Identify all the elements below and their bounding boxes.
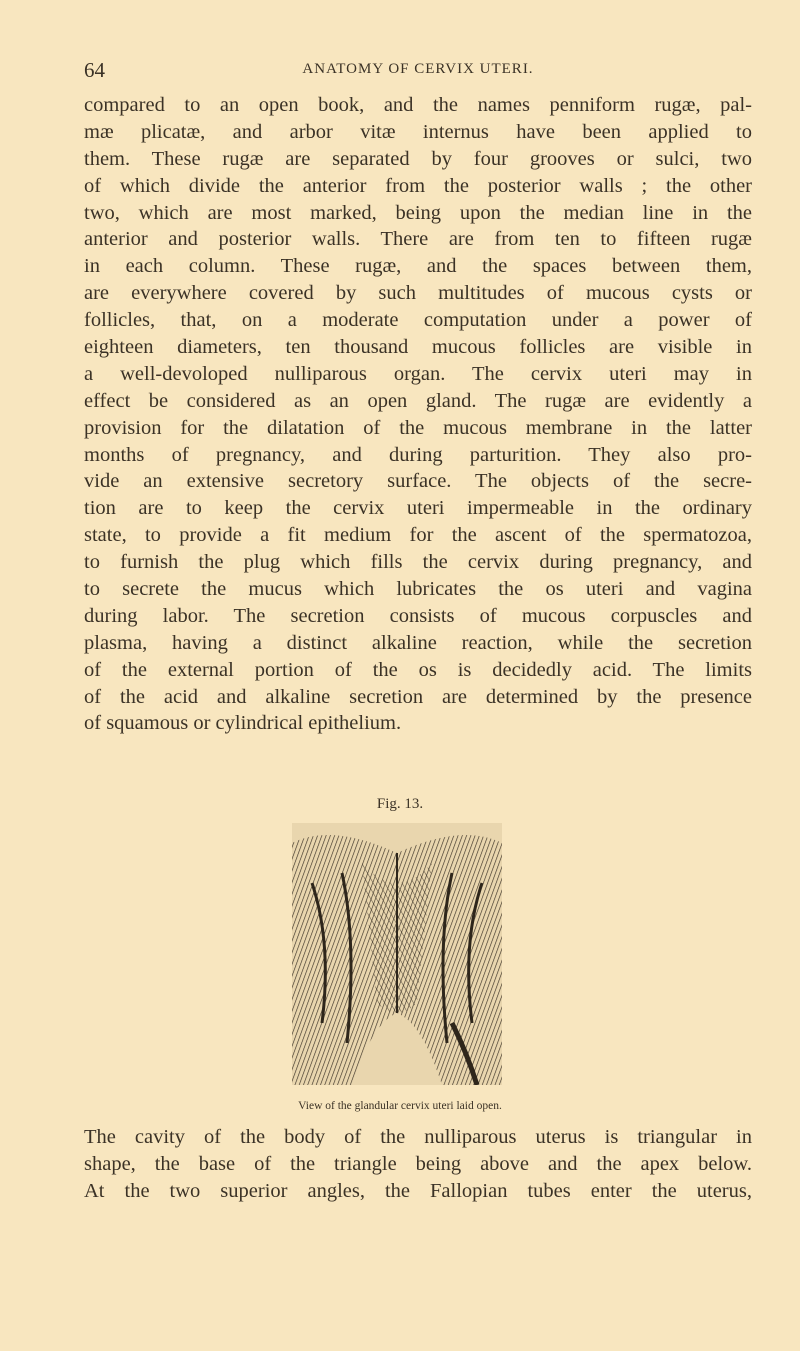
text-line: shape, the base of the triangle being above and the apex below.: [84, 1152, 752, 1175]
text-line: of squamous or cylindrical epithelium.: [84, 712, 402, 735]
paragraph-1: [84, 92, 752, 737]
text-line: plasma, having a distinct alkaline reaction, while the secretion: [84, 631, 752, 654]
text-line: to secrete the mucus which lubricates the os uteri and vagina: [84, 578, 752, 601]
figure-caption: View of the glandular cervix uteri laid open.: [298, 1100, 502, 1112]
text-line: during labor. The secretion consists of mucous corpuscles and: [84, 604, 752, 627]
text-line: to furnish the plug which fills the cervix during pregnancy, and: [84, 551, 752, 574]
text-line: two, which are most marked, being upon the median line in the: [84, 201, 752, 224]
page-number: 64: [84, 58, 105, 82]
text-line: of the acid and alkaline secretion are determined by the presence: [84, 685, 752, 708]
paragraph-2: [84, 1124, 752, 1205]
text-line: follicles, that, on a moderate computation under a power of: [84, 309, 752, 332]
cervix-illustration: [292, 823, 502, 1085]
text-line: are everywhere covered by such multitudes of mucous cysts or: [84, 282, 752, 305]
text-line: a well-devoloped nulliparous organ. The cervix uteri may in: [84, 362, 752, 385]
running-title: ANATOMY OF CERVIX UTERI.: [302, 61, 534, 77]
text-line: tion are to keep the cervix uteri impermeable in the ordinary: [84, 497, 752, 520]
text-line: At the two superior angles, the Fallopian tubes enter the uterus,: [84, 1179, 752, 1202]
text-line: vide an extensive secretory surface. The objects of the secre-: [84, 470, 752, 493]
running-header: [84, 58, 752, 82]
text-line: The cavity of the body of the nulliparous uterus is triangular in: [84, 1126, 752, 1148]
text-line: months of pregnancy, and during parturition. They also pro-: [84, 443, 752, 466]
text-line: of the external portion of the os is decidedly acid. The limits: [84, 658, 752, 681]
text-line: eighteen diameters, ten thousand mucous follicles are visible in: [84, 336, 752, 359]
text-line: of which divide the anterior from the posterior walls ; the other: [84, 174, 752, 197]
text-line: them. These rugæ are separated by four grooves or sulci, two: [84, 147, 752, 170]
text-line: compared to an open book, and the names penniform rugæ, pal-: [84, 94, 752, 116]
text-line: state, to provide a fit medium for the ascent of the spermatozoa,: [84, 524, 752, 547]
text-line: effect be considered as an open gland. The rugæ are evidently a: [84, 389, 752, 412]
text-line: provision for the dilatation of the mucous membrane in the latter: [84, 416, 752, 439]
text-line: anterior and posterior walls. There are from ten to fifteen rugæ: [84, 228, 752, 251]
text-line: mæ plicatæ, and arbor vitæ internus have been applied to: [84, 120, 752, 143]
figure-label: Fig. 13.: [376, 796, 424, 812]
text-line: in each column. These rugæ, and the spaces between them,: [84, 255, 752, 278]
